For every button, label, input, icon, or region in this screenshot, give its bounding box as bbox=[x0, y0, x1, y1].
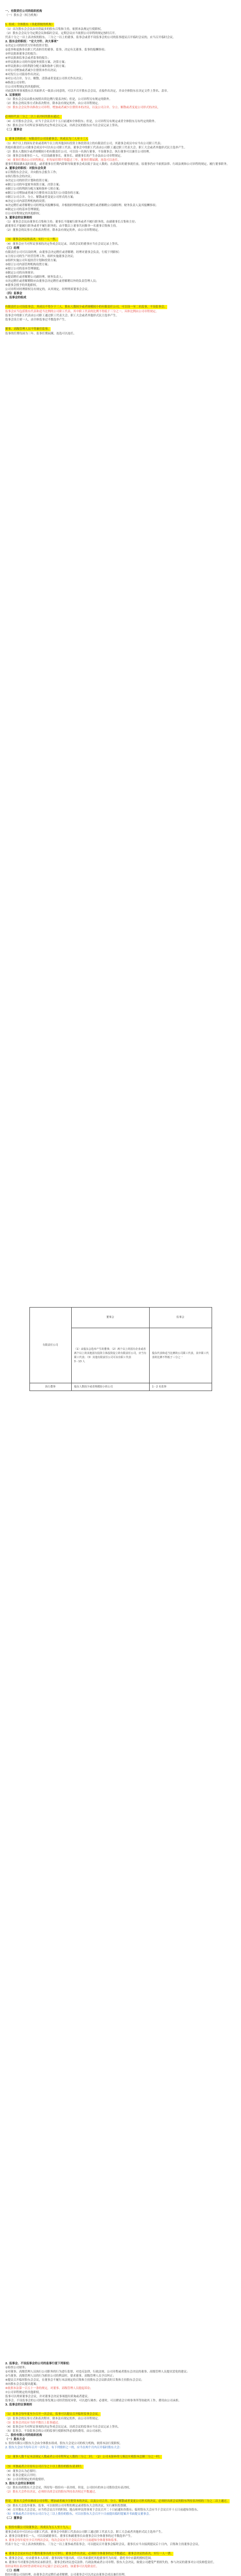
text-line: （5）股东会应当对所议事项的决定作成会议记录，出席会议的股东应当在会议记录上签名。 bbox=[5, 124, 121, 127]
text-line: ⑦制订公司合并、分立、解散或者变更公司形式的方案； bbox=[5, 196, 76, 199]
table-supervisors-note: 股东代表和适当比例的公司职工代表，其中职工代表的比例不得低于三分之一 bbox=[149, 1328, 212, 1383]
text-line: 1. 董事会的组成：有限责任公司设董事会，其成员为三人至十三人 bbox=[5, 138, 88, 141]
text-line: （3）股东会会议作出修改公司章程、增加或者减少注册资本的决议，以及公司合并、分立、解散或者变更公司形式的决议， bbox=[5, 106, 160, 109]
text-line: ⑥制订公司增加或者减少注册资本以及发行公司债券的方案； bbox=[5, 192, 82, 195]
section-heading: 3. 议事规则 bbox=[5, 94, 21, 97]
text-line: 董事任期届满未及时改选，或者董事在任期内辞职导致董事会成员低于法定人数的，在改选出的董事就任前，原董事仍应当依照法律、行政法规和公司章程的规定，履行董事职务。 bbox=[5, 163, 230, 166]
text-line: ④拟订公司的基本管理制度； bbox=[5, 267, 42, 270]
text-line: （3）监事会决议应当经半数以上监事通过。 bbox=[5, 2421, 61, 2425]
text-line: （1）监事会每年度至少召开一次会议，监事可以提议召开临时监事会会议。 bbox=[5, 2413, 101, 2416]
text-line: ④审议批准监事会或者监事的报告； bbox=[5, 57, 51, 60]
text-line: （3）股东大会选举董事、监事，可以依照公司章程的规定或者股东大会的决议，实行累积投票制。 bbox=[5, 2504, 130, 2507]
text-line: 董事会成员中可以有公司职工代表。董事会中的职工代表由公司职工通过职工代表大会、职工大会或者其他形式民主选举产生。 bbox=[5, 2531, 165, 2534]
text-line: （3）董事会决议的表决，实行一人一票。 bbox=[5, 238, 58, 241]
text-line: （5）监事会、不设监事会的公司的监事行使职权所必需的费用，由公司承担。 bbox=[5, 2430, 104, 2433]
text-line: ⑨决定聘任或者解聘公司经理及其报酬事项，并根据经理的提名决定聘任或者解聘公司副经理、财务负责人及其报酬事项； bbox=[5, 204, 158, 207]
text-line: 股份有限公司设经理，由董事会决定聘任或者解聘。公司董事会可以决定由董事会成员兼任经理。 bbox=[5, 2573, 127, 2576]
text-line: 监事的任期每届为三年。监事任期届满，连选可以连任。 bbox=[5, 332, 76, 335]
text-line: ⑧决定公司内部管理机构的设置； bbox=[5, 200, 47, 203]
table-supervisors-header: 监事会 bbox=[149, 1307, 212, 1328]
text-line: ⑪公司章程规定的其他职权。 bbox=[5, 212, 42, 215]
text-line: ②执行股东会的决议； bbox=[5, 175, 34, 178]
text-line: 代表十分之一以上表决权的股东，三分之一以上的董事，监事会或者不设监事会的公司的监事提议召开临时会议的，应当召开临时会议。 bbox=[5, 36, 176, 39]
section-part-2 bbox=[5, 2362, 236, 2576]
section-heading: （三）经理 bbox=[5, 2569, 20, 2572]
text-line: ⑩修改公司章程； bbox=[5, 81, 28, 84]
text-line: （2）股东会会议分为定期会议和临时会议。定期会议应当依照公司章程的规定按时召开。 bbox=[5, 32, 118, 35]
text-line: （1）股东出席股东大会会议，所持每一股份有一表决权。但是，公司持有的本公司股份没有表决权。 bbox=[5, 2486, 132, 2489]
text-line: ②选举和更换非由职工代表担任的董事、监事，决定有关董事、监事的报酬事项； bbox=[5, 48, 107, 52]
table-sup-small: 1 - 2 名监事 bbox=[149, 1383, 212, 1391]
text-line: ③当董事、高级管理人员的行为损害公司的利益时，要求董事、高级管理人员予以纠正； bbox=[5, 2375, 116, 2378]
text-line: 有限责任公司设监事会，其成员不得少于三人。股东人数较少或者规模较小的有限责任公司，可以设一至二名监事，不设监事会。 bbox=[5, 306, 167, 309]
text-line: ①决定公司的经营方针和投资计划； bbox=[5, 44, 51, 47]
table-board-cell bbox=[71, 1328, 149, 1383]
text-line: （1）首次股东会会议由出资最多的股东召集和主持，依照本法规定行使职权。 bbox=[5, 28, 104, 31]
section-part-1 bbox=[5, 9, 236, 336]
text-line: ⑤向股东会会议提出提案； bbox=[5, 2383, 39, 2386]
text-line: ④提议召开临时股东会会议，在董事会不履行本法规定的召集和主持股东会会议职责时召集和主持股东会会议； bbox=[5, 2379, 144, 2382]
table-board-note: （1）由股东会选举产生的董事；（2）两个以上的国有企业或者两个以上的其他国有投资主体投资设立的有限责任公司，应当有职工代表；（3）其他有限责任公司可以有职工代表 bbox=[74, 1347, 147, 1359]
section-heading: 一、有限责任公司的组织机构 bbox=[5, 10, 42, 13]
section-heading: 2. 股东会的职权：“定大方针、决大事项” bbox=[5, 40, 59, 43]
text-line: 但经证明在表决时曾表明异议并记载于会议记录的，该董事可以免除责任。 bbox=[5, 2565, 99, 2568]
text-line: （1）董事人数不足本法规定人数或者公司章程所定人数的三分之二时； bbox=[5, 2455, 95, 2459]
text-line: 必须经代表三分之二以上表决权的股东通过。 bbox=[5, 115, 62, 118]
section-heading: 1. 监事会的组成 bbox=[5, 296, 26, 299]
text-line: （1）董事会会议由董事长召集和主持；董事长不能履行职务或者不履行职务的，由副董事长召集和主持； bbox=[5, 221, 138, 224]
section-heading: 3. 股东大会的议事规则 bbox=[5, 2482, 35, 2485]
text-line: ③审议批准董事会的报告； bbox=[5, 53, 39, 56]
text-line: （4）董事任期由公司章程规定，但每届任期不得超过三年。董事任期届满，连选可以连任。 bbox=[5, 159, 121, 162]
text-line: （3）董事会设董事长一人，可以设副董事长。董事长、副董事长的产生办法由公司章程规定。 bbox=[5, 155, 124, 158]
text-line: （一）股东会（权力机构） bbox=[5, 14, 40, 17]
text-line: 1. 股份有限公司股东大会由全体股东组成。股东大会是公司的权力机构，依照本法行使职权。 bbox=[5, 2442, 122, 2445]
text-line: （2）公司未弥补的亏损达实收股本总额三分之一时； bbox=[95, 2455, 163, 2459]
text-line: （6）公司章程规定的其他情形。 bbox=[5, 2478, 47, 2481]
text-line: ⑥提请聘任或者解聘公司副经理、财务负责人； bbox=[5, 276, 65, 279]
text-line: ⑤审议批准公司的年度财务预算方案、决算方案； bbox=[5, 61, 68, 64]
text-line: ⑦对公司增加或者减少注册资本作出决议； bbox=[5, 69, 59, 72]
text-line: 2. 董事会设董事长一人，可以设副董事长。董事长和副董事长由董事会以全体董事的过半数选举产生。 bbox=[5, 2535, 134, 2538]
text-line: ⑦决定聘任或者解聘除应由董事会决定聘任或者解聘以外的负责管理人员； bbox=[5, 280, 99, 283]
text-line: ②组织实施公司年度经营计划和投资方案； bbox=[5, 259, 59, 262]
text-line: 监事会、不设监事会的公司的监事发现公司经营情况异常，可以进行调查；必要时，可以聘请会计师事务所等协助其工作，费用由公司承担。 bbox=[5, 2399, 182, 2402]
text-line: 董事、高级管理人员不得兼任监事。 bbox=[5, 328, 51, 331]
text-line: 1. 股份有限公司设董事会，其成员为五人至十九人。 bbox=[5, 2526, 71, 2529]
text-line: 对前款所列事项股东以书面形式一致表示同意的，可以不召开股东会会议，直接作出决定，并由全体股东在决定文件上签名、盖章。 bbox=[5, 90, 170, 93]
text-line: 副董事长不能履行职务或者不履行职务的，由半数以上董事共同推举一名董事召集和主持。 bbox=[5, 225, 119, 228]
text-line: 代表十分之一以上表决权的股东、三分之一以上董事或者监事会，可以提议召开董事会临时会议。董事长应当自接到提议后十日内，召集和主持董事会会议。 bbox=[5, 2543, 201, 2546]
section-heading: （二）董事会 bbox=[5, 2517, 23, 2520]
text-line: ⑦公司章程规定的其他职权。 bbox=[5, 2391, 42, 2394]
text-line: 4. 董事会会议应有过半数的董事出席方可举行。董事会作出决议，必须经全体董事的过半数通过。董事会决议的表决，实行一人一票。 bbox=[5, 2552, 174, 2555]
section-heading: （一）股东大会 bbox=[5, 2438, 25, 2441]
text-line: ⑥依照本法第一百五十一条的规定，对董事、高级管理人员提起诉讼； bbox=[5, 2387, 93, 2390]
text-line: 有限责任公司可以设经理，由董事会决定聘任或者解聘。经理对董事会负责，行使下列职权： bbox=[5, 251, 122, 254]
text-line: 6. 董事应当对董事会的决议承担责任。董事会的决议违反法律、行政法规或者公司章程、股东大会决议，致使公司遭受严重损失的，参与决议的董事对公司负赔偿责任。 bbox=[5, 2561, 216, 2564]
text-line: ⑧对发行公司债券作出决议； bbox=[5, 73, 42, 76]
text-line: （4）召开股东会会议，应当于会议召开十五日前通知全体股东；但是，公司章程另有规定或者全体股东另有约定的除外。 bbox=[5, 120, 158, 123]
text-line: ⑩制定公司的基本管理制度； bbox=[5, 208, 42, 211]
text-line: 公司章程对经理职权另有规定的，从其规定。经理列席董事会会议。 bbox=[5, 288, 91, 291]
text-line: 1. 组成：全体股东（非此即彼的机构） bbox=[5, 23, 54, 26]
text-line: 但是，股东大会作出修改公司章程、增加或者减少注册资本的决议，以及公司合并、分立、解散或者变更公司形式的决议，必须经出席会议的股东所持表决权的三分之二以上通过。 bbox=[5, 2500, 230, 2503]
section-heading: 2. 董事会的职权：对股东会负责 bbox=[5, 167, 46, 170]
text-line: 其他有限责任公司董事会成员中可以有公司职工代表。董事会中的职工代表由公司职工通过职工代表大会、职工大会或者其他形式民主选举产生。 bbox=[5, 146, 187, 149]
text-line: 2. 股东大会应当每年召开一次年会。有下列情形之一的，应当在两个月内召开临时股东大会： bbox=[5, 2446, 122, 2449]
structure-table bbox=[29, 1307, 212, 1391]
text-line: （4）董事会应当对所议事项的决定作成会议记录，出席会议的董事应当在会议记录上签名。 bbox=[5, 243, 121, 246]
text-line: （3）单独或者合计持有公司百分之十以上股份的股东请求时； bbox=[5, 2465, 84, 2468]
text-line: 监事会设主席一人，由全体监事过半数选举产生。 bbox=[5, 318, 68, 321]
text-line: （2）股东会的议事方式和表决程序，除本法有规定的外，由公司章程规定。 bbox=[5, 102, 101, 105]
table-exec-note: 股东人数较少或者规模较小的公司 bbox=[71, 1383, 149, 1391]
text-line: 监事会应当包括股东代表和适当比例的公司职工代表，其中职工代表的比例不得低于三分之一，具体比例由公司章程规定。 bbox=[5, 310, 159, 313]
table-board-header: 董事会 bbox=[71, 1307, 149, 1328]
table-exec-label: 执行董事 bbox=[29, 1383, 71, 1391]
text-line: 监事会中的职工代表由公司职工通过职工代表大会、职工大会或者其他形式民主选举产生。 bbox=[5, 314, 119, 317]
text-line: ①主持公司的生产经营管理工作，组织实施董事会决议； bbox=[5, 255, 76, 258]
text-line: ⑨对公司合并、分立、解散、清算或者变更公司形式作出决议； bbox=[5, 77, 85, 80]
text-line: （5）单独或者合计持有公司百分之三以上股份的股东，可以在股东大会召开十日前提出临时提案并书面提交董事会。 bbox=[5, 2513, 152, 2516]
section-heading: 二、股份有限公司的组织机构 bbox=[5, 2434, 42, 2437]
text-line: （2）监事会的议事方式和表决程序，除本法有规定的外，由公司章程规定。 bbox=[5, 2417, 101, 2420]
text-line: 监事可以列席董事会会议，并对董事会决议事项提出质询或者建议。 bbox=[5, 2395, 91, 2398]
text-line: ⑤制定公司的具体规章； bbox=[5, 272, 36, 275]
section-heading: 3. 董事会的议事规则 bbox=[5, 216, 32, 219]
text-line: 5. 董事会会议，应由董事本人出席；董事因故不能出席，可以书面委托其他董事代为出席，委托书中应载明授权范围。 bbox=[5, 2557, 154, 2560]
text-line: ⑪公司章程规定的其他职权。 bbox=[5, 86, 42, 89]
text-line: 3. 董事会每年度至少召开两次会议，每次会议应当于会议召开十日前通知全体董事和监事。 bbox=[5, 2539, 120, 2542]
section-heading: 2. 监事会、不设监事会的公司的监事行使下列职权： bbox=[5, 2362, 72, 2365]
text-line: ③决定公司的经营计划和投资方案； bbox=[5, 179, 51, 182]
text-line: （5）监事会提议召开时； bbox=[5, 2474, 39, 2477]
text-line: ②对董事、高级管理人员执行公司职务的行为进行监督，对违反法律、行政法规、公司章程或者股东会决议的董事、高级管理人员提出罢免的建议； bbox=[5, 2370, 189, 2374]
text-line: （4）召开股东大会会议，应当将会议召开的时间、地点和审议的事项于会议召开二十日前通知各股东；临时股东大会应当于会议召开十五日前通知各股东。 bbox=[5, 2509, 200, 2512]
section-heading: （四）监事会 bbox=[5, 292, 23, 295]
section-heading: 3. 监事会的议事规则 bbox=[5, 2403, 32, 2406]
structure-table-wrap bbox=[5, 1307, 236, 1391]
text-line: （4）监事会应当对所议事项的决定作成会议记录，出席会议的监事应当在会议记录上签名。 bbox=[5, 2426, 121, 2429]
text-line: ①检查公司财务； bbox=[5, 2366, 28, 2369]
table-company-cell: 有限责任公司 bbox=[29, 1307, 71, 1383]
text-line: ⑥审议批准公司的利润分配方案和弥补亏损方案； bbox=[5, 65, 68, 68]
section-heading: （二）董事会 bbox=[5, 128, 23, 131]
text-line: （2）董事会的议事方式和表决程序，除本法有规定的外，由公司章程规定。 bbox=[5, 229, 101, 232]
text-line: （2）股东大会作出决议，必须经出席会议的股东所持表决权过半数通过。 bbox=[5, 2490, 98, 2494]
text-line: ③拟订公司内部管理机构设置方案； bbox=[5, 263, 51, 266]
text-line: （1）两个以上的国有企业或者两个以上的其他国有投资主体投资设立的有限责任公司，其董事会成员中应当有公司职工代表； bbox=[5, 142, 164, 145]
text-line: ④制订公司的年度财务预算方案、决算方案； bbox=[5, 183, 62, 187]
text-line: ⑧董事会授予的其他职权。 bbox=[5, 284, 39, 287]
text-line: （4）董事会认为必要时； bbox=[5, 2470, 39, 2473]
table-board-size: 3 - 13 人 bbox=[74, 1360, 85, 1363]
text-line: ⑤制订公司的利润分配方案和弥补亏损方案； bbox=[5, 188, 62, 191]
section-heading: （三）经理 bbox=[5, 247, 20, 250]
text-line: （1）股东会会议由股东按照出资比例行使表决权；但是，公司章程另有规定的除外。 bbox=[5, 98, 113, 101]
text-line: （2）股东人数较少或者规模较小的有限责任公司，可以设一名执行董事，不设董事会。执行董事可以兼任公司经理。 bbox=[5, 150, 152, 154]
text-line: ①召集股东会会议，并向股东会报告工作； bbox=[5, 171, 59, 174]
